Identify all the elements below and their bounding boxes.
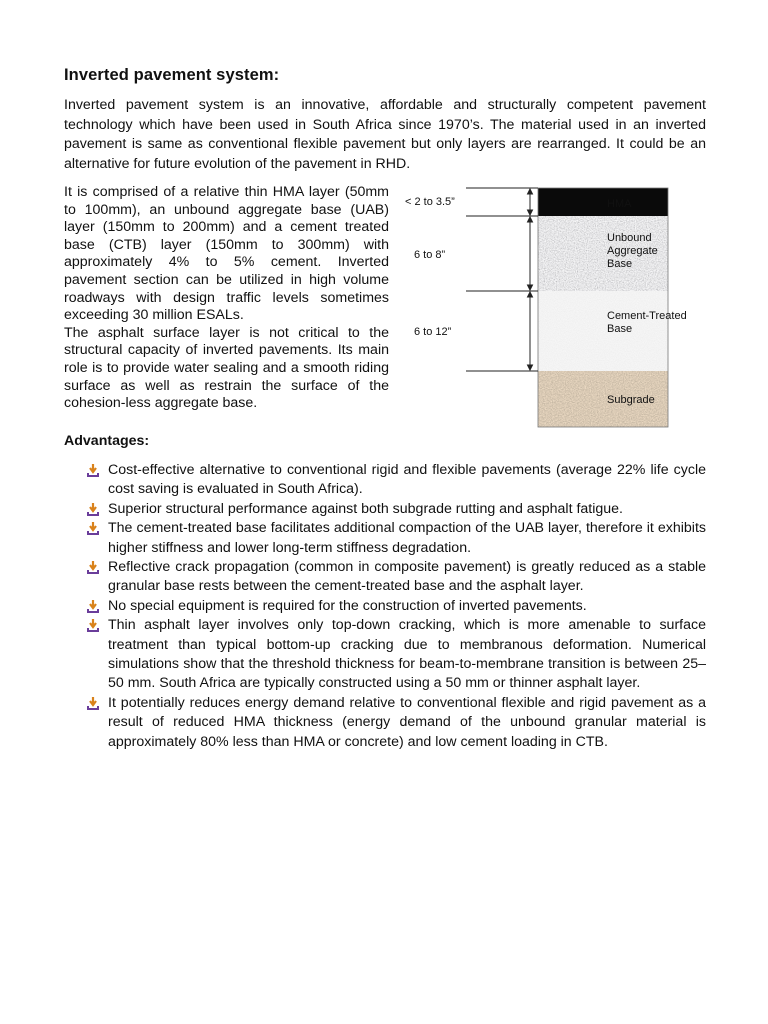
arrow-bullet-icon	[86, 600, 100, 614]
layer-label-ctb: Cement-Treated Base	[607, 310, 687, 335]
hma-layer	[538, 188, 668, 216]
description-paragraph-1: It is comprised of a relative thin HMA layer (50mm to 100mm), an unbound aggregate base (UAB) layer (150mm to 200mm) and a cement treated base (CTB) layer (150mm to 300mm) with approximately 4% to 5% cement. Inverted pavement section can be utilized in high volume roadways with design traffic levels sometimes exceeding 30 million ESALs.	[64, 184, 389, 324]
dim-label-hma: < 2 to 3.5”	[405, 196, 455, 208]
description-column	[64, 184, 389, 413]
list-item	[86, 500, 706, 519]
list-item	[86, 558, 706, 597]
advantage-text: It potentially reduces energy demand relative to conventional flexible and rigid pavement as a result of reduced HMA thickness (energy demand of the unbound granular material is approximately 80% less than HMA or concrete) and low cement loading in CTB.	[108, 694, 706, 750]
layer-label-subgrade: Subgrade	[607, 394, 655, 406]
pavement-layers-diagram	[402, 186, 706, 430]
advantage-text: No special equipment is required for the construction of inverted pavements.	[108, 597, 587, 614]
list-item	[86, 694, 706, 752]
arrow-bullet-icon	[86, 561, 100, 575]
dim-label-ctb: 6 to 12”	[414, 326, 452, 338]
pavement-cross-section-figure	[402, 186, 706, 430]
advantage-text: Superior structural performance against both subgrade rutting and asphalt fatigue.	[108, 500, 624, 517]
advantage-text: Thin asphalt layer involves only top-down cracking, which is more amenable to surface treatment than typical bottom-up cracking due to membranous deformation. Numerical simulations show that the threshold thickness for beam-to-membrane transition is between 25–50 mm. South Africa are typically constructed using a 50 mm or thinner asphalt layer.	[108, 617, 706, 692]
dim-label-uab: 6 to 8”	[414, 249, 446, 261]
arrow-bullet-icon	[86, 503, 100, 517]
advantages-list	[86, 461, 706, 752]
arrow-bullet-icon	[86, 464, 100, 478]
advantage-text: Cost-effective alternative to conventional rigid and flexible pavements (average 22% life cycle cost saving is evaluated in South Africa).	[108, 462, 706, 498]
dimension-arrow-ctb	[528, 292, 533, 370]
list-item	[86, 616, 706, 694]
advantage-text: Reflective crack propagation (common in composite pavement) is greatly reduced as a stable granular base rests between the cement-treated base and the asphalt layer.	[108, 559, 706, 595]
intro-paragraph: Inverted pavement system is an innovative, affordable and structurally competent pavement technology which have been used in South Africa since 1970’s. The material used in an inverted pavement is same as conventional flexible pavement but only layers are rearranged. It could be an alternative for future evolution of the pavement in RHD.	[64, 97, 706, 172]
arrow-bullet-icon	[86, 522, 100, 536]
description-paragraph-2: The asphalt surface layer is not critical to the structural capacity of inverted pavements. Its main role is to provide water sealing and a smooth riding surface as well as restrain the surface of the cohesion-less aggregate base.	[64, 324, 389, 412]
list-item	[86, 461, 706, 500]
advantages-heading: Advantages:	[64, 433, 150, 449]
dimension-arrow-uab	[528, 217, 533, 290]
list-item	[86, 597, 706, 616]
layer-label-hma: HMA	[607, 198, 632, 210]
advantage-text: The cement-treated base facilitates additional compaction of the UAB layer, therefore it exhibits higher stiffness and lower long-term stiffness degradation.	[108, 520, 706, 556]
arrow-bullet-icon	[86, 697, 100, 711]
section-title: Inverted pavement system:	[64, 66, 280, 84]
dimension-arrow-hma	[528, 189, 533, 215]
list-item	[86, 519, 706, 558]
layer-label-uab: Unbound Aggregate Base	[607, 232, 658, 270]
arrow-bullet-icon	[86, 619, 100, 633]
